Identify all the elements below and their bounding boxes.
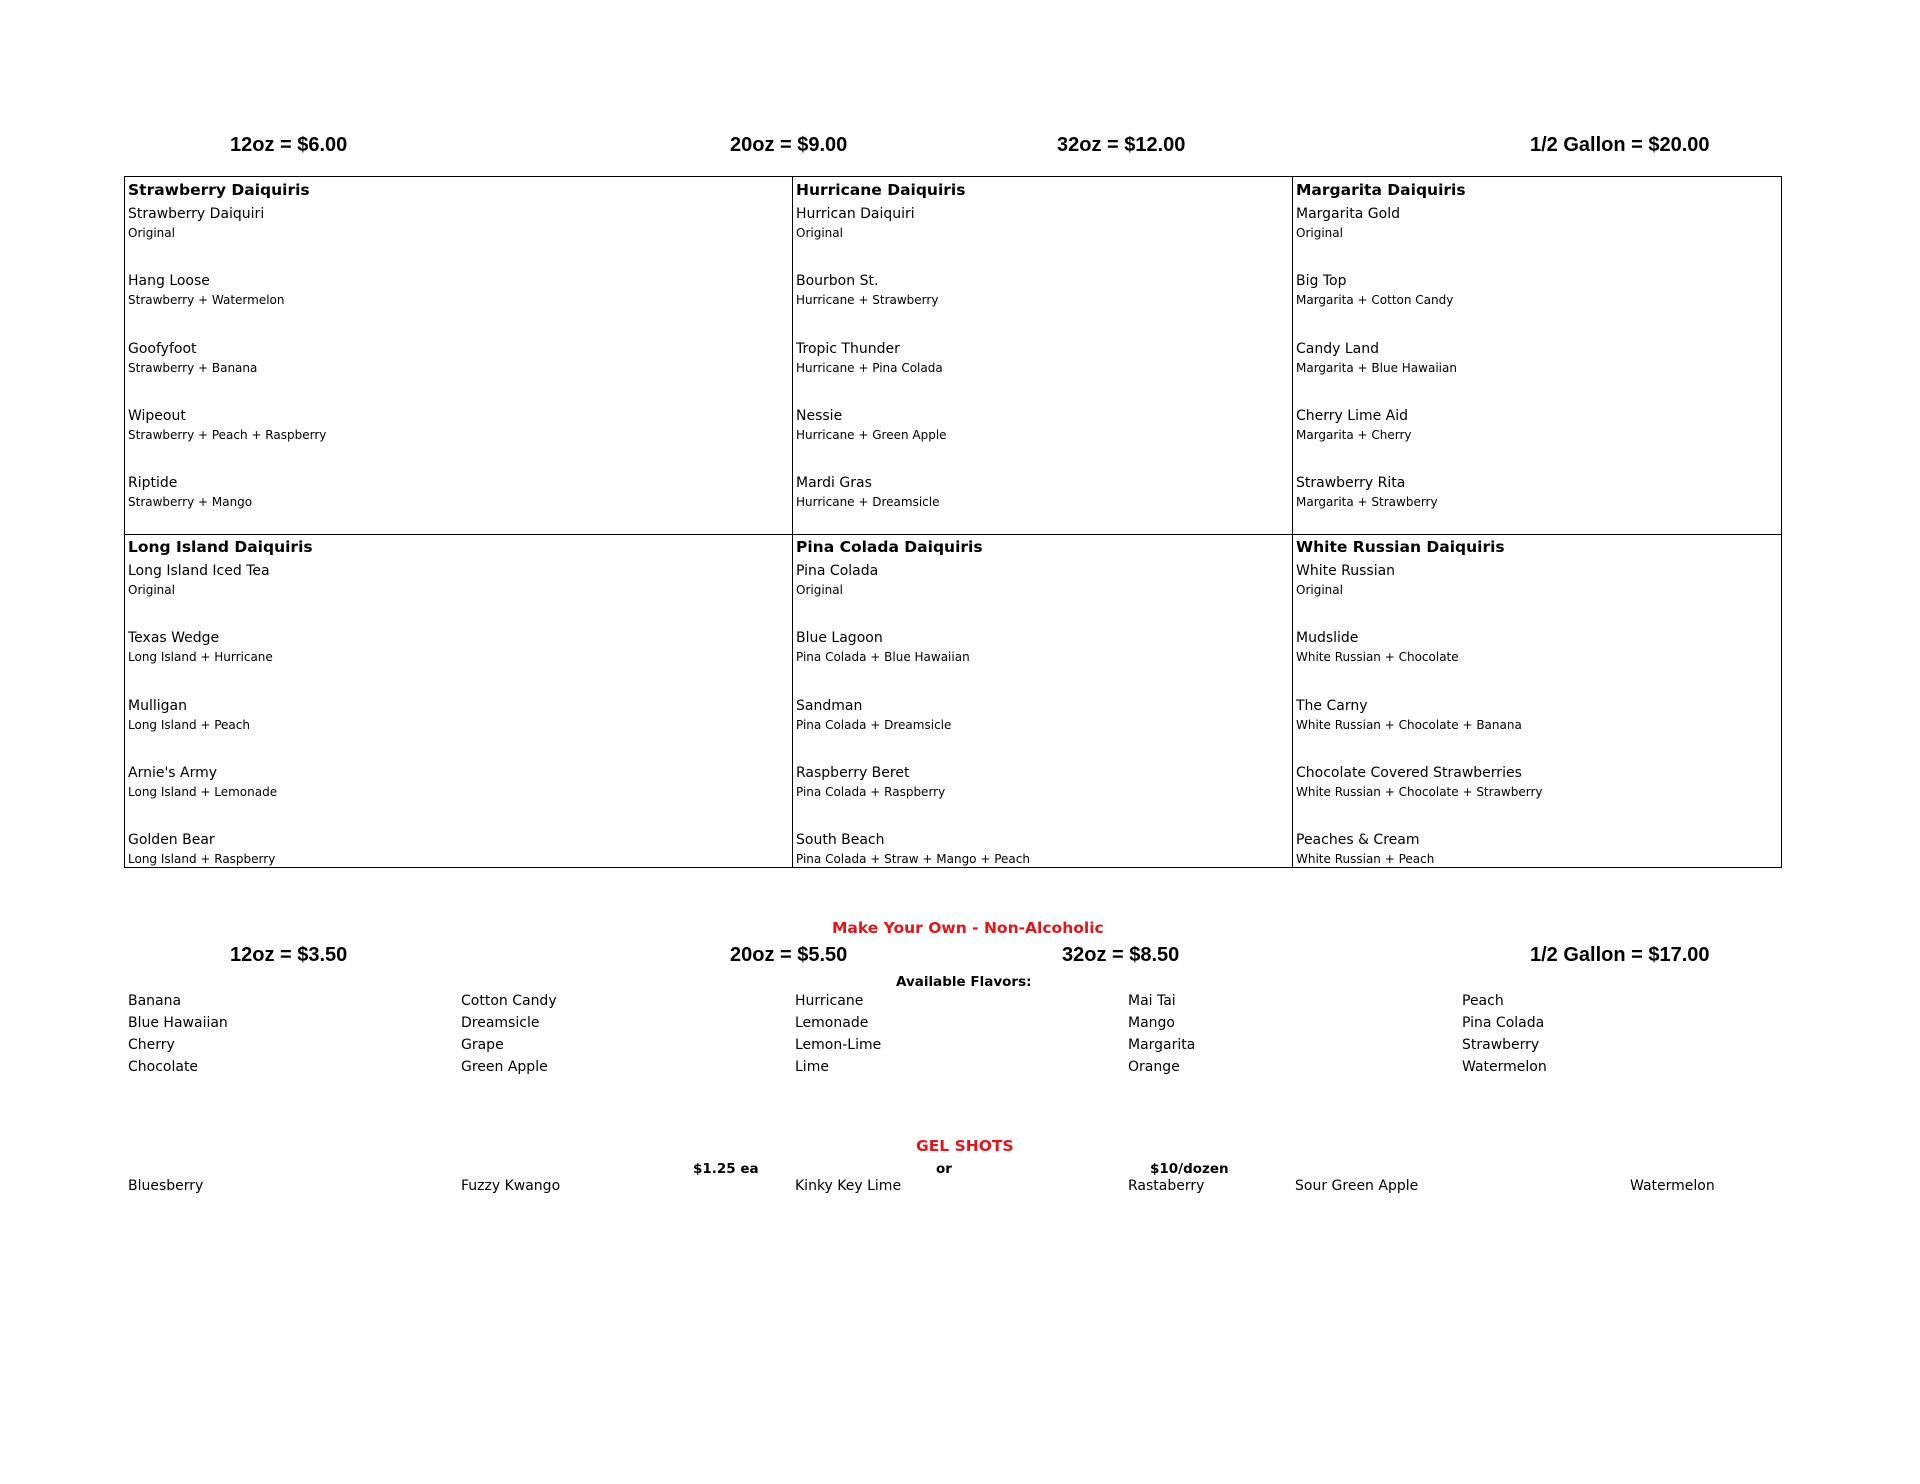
item-desc: Pina Colada + Blue Hawaiian (796, 650, 970, 664)
menu-item (1296, 628, 1784, 666)
category-strawberry (125, 177, 792, 534)
flavor-item: Margarita (1128, 1037, 1196, 1053)
flavor-column (1128, 990, 1195, 1078)
flavor-item: Peach (1462, 993, 1504, 1009)
item-desc: Pina Colada + Raspberry (796, 785, 946, 799)
flavor-item: Dreamsicle (461, 1015, 540, 1031)
flavor-column (1462, 990, 1547, 1078)
item-desc: Margarita + Cotton Candy (1296, 293, 1454, 307)
item-name: Strawberry Rita (1296, 475, 1406, 491)
item-desc: Long Island + Peach (128, 718, 250, 732)
menu-item (1296, 204, 1784, 242)
item-name: Pina Colada (796, 563, 879, 579)
item-desc: Hurricane + Green Apple (796, 428, 947, 442)
menu-item (128, 473, 795, 511)
item-desc: Hurricane + Pina Colada (796, 361, 943, 375)
flavor-item: Hurricane (795, 993, 864, 1009)
flavor-item: Strawberry (1462, 1037, 1540, 1053)
item-name: Wipeout (128, 408, 186, 424)
item-name: The Carny (1296, 698, 1368, 714)
menu-item (796, 830, 1295, 868)
menu-item (796, 561, 1295, 599)
item-desc: Long Island + Lemonade (128, 785, 278, 799)
category-title: Margarita Daiquiris (1296, 181, 1466, 199)
na-price-20oz: 20oz = $5.50 (730, 944, 848, 966)
item-name: Sandman (796, 698, 863, 714)
menu-item (128, 763, 795, 801)
available-flavors-label: Available Flavors: (896, 974, 1032, 990)
item-desc: Original (1296, 226, 1343, 240)
menu-item (1296, 830, 1784, 868)
price-half-gallon: 1/2 Gallon = $20.00 (1530, 134, 1710, 156)
item-name: Golden Bear (128, 832, 215, 848)
item-name: South Beach (796, 832, 885, 848)
flavor-item: Mai Tai (1128, 993, 1176, 1009)
gel-flavor: Rastaberry (1128, 1178, 1205, 1194)
category-title: White Russian Daiquiris (1296, 538, 1505, 556)
gel-shots-title: GEL SHOTS (916, 1137, 1014, 1155)
na-price-12oz: 12oz = $3.50 (230, 944, 348, 966)
category-title: Strawberry Daiquiris (128, 181, 310, 199)
flavor-item: Lemon-Lime (795, 1037, 882, 1053)
menu-item (128, 628, 795, 666)
item-desc: White Russian + Chocolate + Banana (1296, 718, 1522, 732)
menu-item (796, 339, 1295, 377)
category-hurricane (793, 177, 1292, 534)
menu-item (1296, 406, 1784, 444)
item-name: Strawberry Daiquiri (128, 206, 265, 222)
item-name: Raspberry Beret (796, 765, 910, 781)
category-title: Long Island Daiquiris (128, 538, 313, 556)
menu-item (796, 271, 1295, 309)
menu-item (128, 204, 795, 242)
item-desc: White Russian + Chocolate + Strawberry (1296, 785, 1543, 799)
price-12oz: 12oz = $6.00 (230, 134, 348, 156)
menu-item (1296, 763, 1784, 801)
item-desc: Long Island + Hurricane (128, 650, 273, 664)
item-desc: Long Island + Raspberry (128, 852, 276, 866)
category-margarita (1293, 177, 1781, 534)
item-desc: Strawberry + Mango (128, 495, 253, 509)
item-desc: Pina Colada + Straw + Mango + Peach (796, 852, 1030, 866)
item-name: Margarita Gold (1296, 206, 1400, 222)
category-pina-colada (793, 535, 1292, 867)
item-desc: Original (1296, 583, 1343, 597)
item-name: Mulligan (128, 698, 187, 714)
item-desc: White Russian + Chocolate (1296, 650, 1459, 664)
item-desc: Strawberry + Watermelon (128, 293, 285, 307)
gel-flavor: Fuzzy Kwango (461, 1178, 561, 1194)
category-white-russian (1293, 535, 1781, 867)
item-desc: Original (796, 583, 843, 597)
item-desc: Original (128, 583, 175, 597)
menu-item (1296, 271, 1784, 309)
category-title: Pina Colada Daiquiris (796, 538, 983, 556)
item-name: Big Top (1296, 273, 1347, 289)
menu-item (128, 561, 795, 599)
flavor-item: Banana (128, 993, 182, 1009)
flavor-item: Orange (1128, 1059, 1180, 1075)
category-title: Hurricane Daiquiris (796, 181, 966, 199)
item-name: Nessie (796, 408, 843, 424)
item-desc: Hurricane + Dreamsicle (796, 495, 940, 509)
item-name: Cherry Lime Aid (1296, 408, 1409, 424)
flavor-item: Mango (1128, 1015, 1175, 1031)
gel-flavor: Sour Green Apple (1295, 1178, 1419, 1194)
item-name: Arnie's Army (128, 765, 218, 781)
flavor-item: Blue Hawaiian (128, 1015, 228, 1031)
flavor-item: Grape (461, 1037, 504, 1053)
menu-item (128, 830, 795, 868)
item-name: Texas Wedge (128, 630, 220, 646)
menu-item (796, 473, 1295, 511)
item-desc: Margarita + Cherry (1296, 428, 1412, 442)
item-desc: Pina Colada + Dreamsicle (796, 718, 952, 732)
flavor-item: Lime (795, 1059, 829, 1075)
menu-item (796, 696, 1295, 734)
menu-item (796, 406, 1295, 444)
item-name: Blue Lagoon (796, 630, 883, 646)
flavor-item: Cherry (128, 1037, 175, 1053)
item-name: Chocolate Covered Strawberries (1296, 765, 1522, 781)
na-price-32oz: 32oz = $8.50 (1062, 944, 1180, 966)
daiquiri-menu-table (124, 176, 1782, 868)
item-name: Riptide (128, 475, 178, 491)
item-desc: Hurricane + Strawberry (796, 293, 939, 307)
item-name: Tropic Thunder (796, 341, 900, 357)
item-desc: Original (796, 226, 843, 240)
item-name: Peaches & Cream (1296, 832, 1420, 848)
item-name: Goofyfoot (128, 341, 197, 357)
item-desc: Margarita + Blue Hawaiian (1296, 361, 1457, 375)
flavor-item: Pina Colada (1462, 1015, 1545, 1031)
flavor-column (795, 990, 881, 1078)
non-alcoholic-title: Make Your Own - Non-Alcoholic (832, 919, 1104, 937)
item-desc: Strawberry + Peach + Raspberry (128, 428, 327, 442)
item-desc: Strawberry + Banana (128, 361, 258, 375)
menu-item (1296, 696, 1784, 734)
item-name: Candy Land (1296, 341, 1379, 357)
menu-item (1296, 561, 1784, 599)
na-price-half-gallon: 1/2 Gallon = $17.00 (1530, 944, 1710, 966)
item-desc: White Russian + Peach (1296, 852, 1435, 866)
item-desc: Original (128, 226, 175, 240)
menu-item (128, 696, 795, 734)
gel-flavor: Kinky Key Lime (795, 1178, 902, 1194)
menu-item (796, 628, 1295, 666)
item-desc: Margarita + Strawberry (1296, 495, 1438, 509)
flavor-item: Chocolate (128, 1059, 199, 1075)
flavor-item: Watermelon (1462, 1059, 1547, 1075)
gel-flavor: Bluesberry (128, 1178, 204, 1194)
menu-item (128, 339, 795, 377)
gel-price-each: $1.25 ea (693, 1161, 759, 1177)
flavor-item: Lemonade (795, 1015, 869, 1031)
item-name: White Russian (1296, 563, 1396, 579)
flavor-item: Cotton Candy (461, 993, 557, 1009)
gel-price-dozen: $10/dozen (1150, 1161, 1229, 1177)
item-name: Mardi Gras (796, 475, 872, 491)
menu-item (128, 271, 795, 309)
category-long-island (125, 535, 792, 867)
gel-flavor: Watermelon (1630, 1178, 1715, 1194)
gel-or-label: or (936, 1161, 952, 1177)
menu-item (796, 204, 1295, 242)
flavor-column (461, 990, 557, 1078)
item-name: Mudslide (1296, 630, 1359, 646)
menu-item (128, 406, 795, 444)
menu-item (796, 763, 1295, 801)
price-32oz: 32oz = $12.00 (1057, 134, 1186, 156)
flavor-column (128, 990, 228, 1078)
item-name: Hang Loose (128, 273, 210, 289)
item-name: Long Island Iced Tea (128, 563, 270, 579)
item-name: Hurrican Daiquiri (796, 206, 915, 222)
price-20oz: 20oz = $9.00 (730, 134, 848, 156)
menu-item (1296, 473, 1784, 511)
menu-item (1296, 339, 1784, 377)
item-name: Bourbon St. (796, 273, 879, 289)
flavor-item: Green Apple (461, 1059, 548, 1075)
